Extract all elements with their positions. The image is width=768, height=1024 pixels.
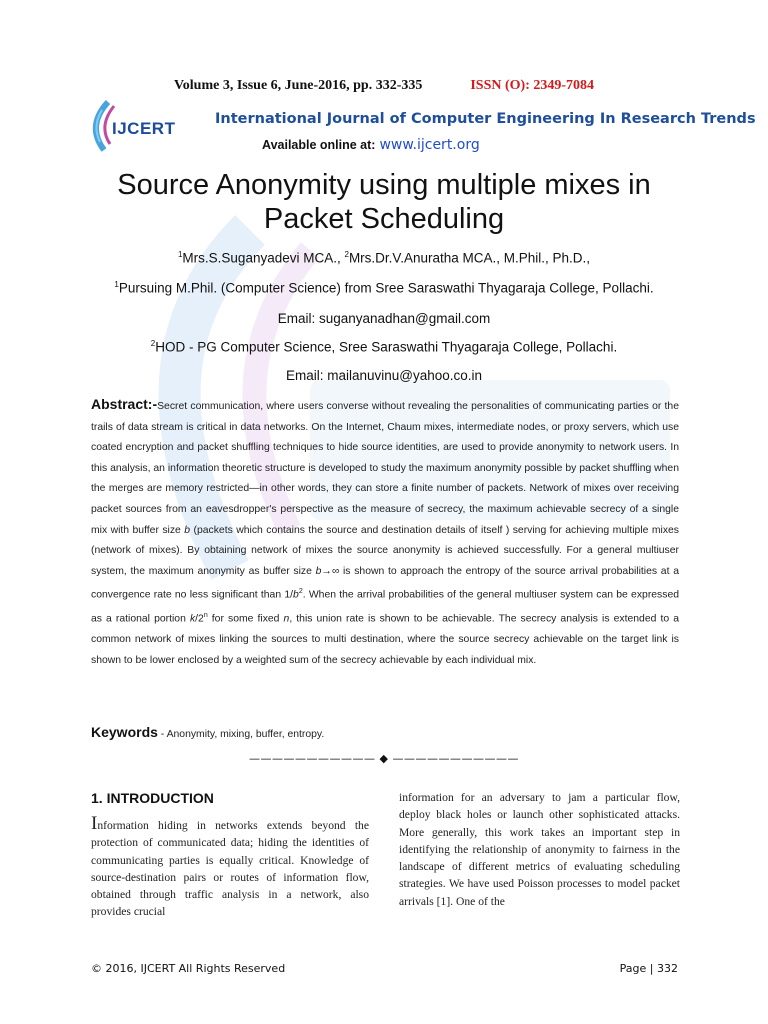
abstract-var-n: n (283, 613, 290, 625)
abstract-var-b: b (184, 524, 191, 536)
abstract-text-1: Secret communication, where users converse without revealing the personalities of communicating parties or the trails of data stream is critical in data networks. On the Internet, Chaum mixes, intermediate nodes, or proxy servers, which use coated encryption and packet shuffling techniques to hide source identities, are used to provide anonymity to network users. In this analysis, an information theoretic structure is developed to study the maximum anonymity possible by packet shuffling when the merges are memory restricted—in other words, they can store a finite number of packets. Network of mixes over receiving packet sources from an eavesdropper's perspective as the measure of secrecy, the maximum achievable secrecy of a single mix with buffer size (91, 401, 679, 536)
keywords-text: - Anonymity, mixing, buffer, entropy. (157, 729, 325, 740)
abstract-text-4: . When the arrival probabilities of the general multiuser system can be expressed as a rational portion (91, 589, 679, 625)
volume-info: Volume 3, Issue 6, June-2016, pp. 332-335 (173, 78, 423, 93)
journal-url-link[interactable]: www.ijcert.org (379, 137, 480, 153)
abstract-text-3: is shown to approach the entropy of the source arrival probabilities at a convergence rate no less significant than 1/ (91, 565, 679, 601)
copyright-footer: © 2016, IJCERT All Rights Reserved (91, 962, 286, 975)
intro-dropcap: I (91, 813, 98, 834)
affiliation-1 (0, 280, 768, 296)
introduction-right-column: information for an adversary to jam a particular flow, deploy black holes or launch other sophisticated attacks. More generally, this work takes an important step in identifying the relationship of anonymity to fairness in the landscape of different metrics of evaluating scheduling strategies. We have used Poisson processes to model packet arrivals [1]. One of the (399, 791, 680, 908)
author-2: Mrs.Dr.V.Anuratha MCA., M.Phil., Ph.D., (348, 250, 591, 266)
available-online (262, 137, 480, 153)
abstract-text-2: (packets which contains the source and destination details of itself ) serving for achieving multiple mixes (network of mixes). By obtaining network of mixes the source anonymity is achieved successfully. For a general multiuser system, the maximum anonymity as buffer size (91, 524, 679, 577)
authors-line (0, 250, 768, 266)
keywords (91, 724, 324, 740)
section-divider: ——————————— ◆ ——————————— (249, 752, 519, 765)
issue-header (0, 78, 768, 94)
introduction-left-column (91, 815, 369, 921)
issn-info: ISSN (O): 2349-7084 (470, 78, 595, 93)
logo-text: IJCERT (112, 119, 176, 138)
author-1: Mrs.S.Suganyadevi MCA., (182, 250, 345, 266)
abstract-sup-2: 2 (298, 588, 303, 596)
page-number: Page | 332 (619, 962, 678, 975)
email-2: Email: mailanuvinu@yahoo.co.in (285, 368, 483, 383)
title-line-2: Packet Scheduling (263, 203, 505, 235)
abstract (91, 394, 679, 672)
author2-sup: 2 (344, 250, 349, 259)
affiliation-2 (0, 339, 768, 355)
aff2-sup: 2 (150, 339, 156, 348)
intro-left-text: nformation hiding in networks extends beyond the protection of communicated data; hiding the identities of communicating parties is equally critical. Knowledge of source-destination pairs or routes of information flow, obtained through traffic analysis in a network, also provides crucial (91, 819, 369, 919)
abstract-k-den: /2 (195, 613, 204, 625)
aff2-text: HOD - PG Computer Science, Sree Saraswathi Thyagaraja College, Pollachi. (155, 339, 618, 355)
author1-sup: 1 (177, 250, 183, 259)
abstract-text-6: , this union rate is shown to be achievable. The secrecy analysis is extended to a common network of mixes linking the sources to multi destination, where the source secrecy achievable on the target link is shown to be lower enclosed by a weighted sum of the secrecy achievable by each individual mix. (91, 613, 680, 667)
journal-name: International Journal of Computer Engineering In Research Trends (215, 111, 756, 127)
abstract-sup-n: n (203, 612, 208, 620)
email-1: Email: suganyanadhan@gmail.com (277, 311, 491, 326)
introduction-heading: 1. INTRODUCTION (91, 790, 214, 806)
abstract-var-k: k (189, 613, 196, 625)
title-line-1: Source Anonymity using multiple mixes in (117, 169, 651, 201)
abstract-var-b2: b (293, 589, 299, 601)
available-label: Available online at: (262, 138, 376, 152)
abstract-label: Abstract:- (91, 396, 158, 412)
aff1-sup: 1 (114, 280, 119, 289)
abstract-text-5: for some fixed (207, 613, 284, 625)
abstract-var-binf: b→∞ (315, 565, 340, 577)
paper-title (0, 168, 768, 236)
keywords-label: Keywords (91, 724, 158, 740)
ijcert-logo (84, 96, 184, 156)
aff1-text: Pursuing M.Phil. (Computer Science) from Sree Saraswathi Thyagaraja College, Pollachi. (118, 280, 654, 296)
